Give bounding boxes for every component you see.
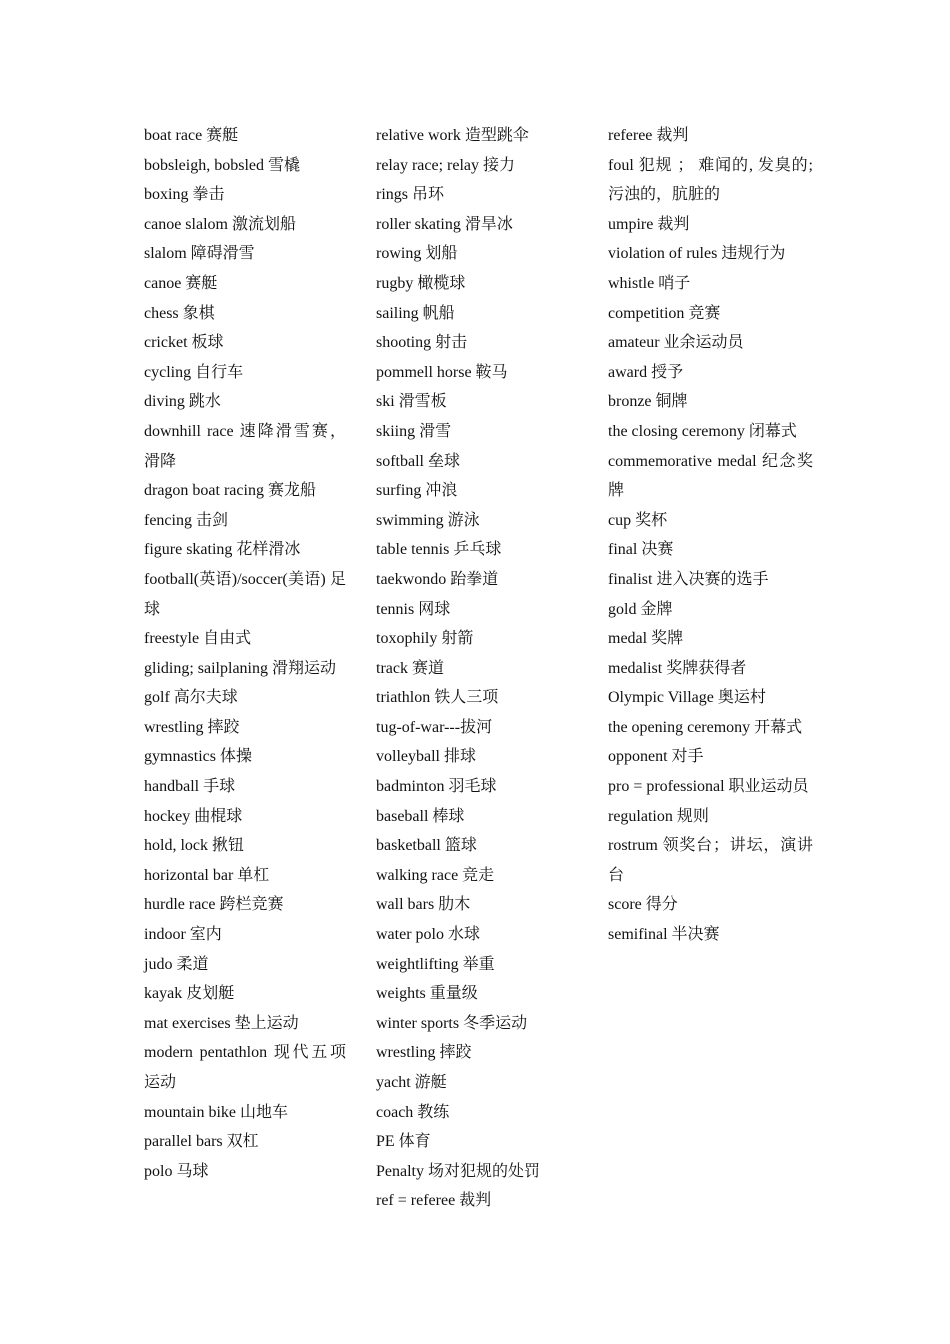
vocab-entry: bobsleigh, bobsled 雪橇 — [144, 156, 300, 174]
vocab-entry: volleyball 排球 — [376, 748, 476, 766]
vocab-entry: chess 象棋 — [144, 304, 215, 322]
vocab-entry: water polo 水球 — [376, 926, 480, 944]
vocab-entry: cycling 自行车 — [144, 363, 244, 381]
vocab-entry: gold 金牌 — [608, 600, 673, 618]
vocab-entry: indoor 室内 — [144, 926, 222, 944]
vocab-entry: score 得分 — [608, 896, 678, 914]
vocab-entry: final 决赛 — [608, 541, 674, 559]
vocab-entry: yacht 游艇 — [376, 1074, 447, 1091]
vocab-entry: regulation 规则 — [608, 807, 709, 825]
vocab-entry: relative work 造型跳伞 — [376, 127, 529, 144]
vocab-entry: hockey 曲棍球 — [144, 807, 243, 825]
vocab-entry: bronze 铜牌 — [608, 393, 688, 411]
vocab-entry: Olympic Village 奥运村 — [608, 689, 766, 707]
vocab-entry: skiing 滑雪 — [376, 422, 452, 440]
vocab-entry: the opening ceremony 开幕式 — [608, 718, 803, 736]
vocab-entry: baseball 棒球 — [376, 807, 465, 825]
vocab-entry: gliding; sailplaning 滑翔运动 — [144, 659, 336, 677]
vocab-entry: parallel bars 双杠 — [144, 1133, 259, 1151]
vocab-entry: the closing ceremony 闭幕式 — [608, 422, 797, 440]
vocab-entry: handball 手球 — [144, 778, 236, 796]
vocab-entry: semifinal 半决赛 — [608, 926, 720, 944]
vocab-column-1 — [144, 121, 346, 1186]
vocab-entry: tennis 网球 — [376, 600, 451, 618]
vocab-entry: taekwondo 跆拳道 — [376, 570, 499, 588]
vocab-entry: finalist 进入决赛的选手 — [608, 570, 769, 588]
vocab-entry: horizontal bar 单杠 — [144, 866, 270, 884]
vocab-entry: golf 高尔夫球 — [144, 689, 238, 707]
vocab-entry: wrestling 摔跤 — [144, 718, 240, 736]
vocab-entry: polo 马球 — [144, 1162, 209, 1180]
vocab-entry: competition 竞赛 — [608, 304, 721, 322]
vocab-entry: winter sports 冬季运动 — [376, 1014, 528, 1032]
vocab-entry: weightlifting 举重 — [376, 955, 495, 973]
vocab-entry: hurdle race 跨栏竞赛 — [144, 896, 284, 914]
vocab-entry: wrestling 摔跤 — [376, 1044, 472, 1062]
vocab-entry: track 赛道 — [376, 659, 444, 677]
vocab-entry: boat race 赛艇 — [144, 127, 239, 144]
vocab-entry: medalist 奖牌获得者 — [608, 659, 747, 677]
vocab-entry: violation of rules 违规行为 — [608, 245, 786, 263]
vocab-entry: commemorative medal 纪念奖牌 — [608, 452, 813, 500]
vocab-entry: gymnastics 体操 — [144, 748, 252, 766]
vocab-entry: downhill race 速降滑雪赛，滑降 — [144, 422, 346, 470]
vocab-entry: ski 滑雪板 — [376, 393, 447, 411]
vocab-entry: boxing 拳击 — [144, 186, 225, 204]
vocab-entry: badminton 羽毛球 — [376, 778, 497, 796]
vocab-entry: medal 奖牌 — [608, 630, 684, 648]
vocab-entry: canoe slalom 激流划船 — [144, 215, 296, 233]
vocab-entry: swimming 游泳 — [376, 511, 480, 529]
vocab-entry: rowing 划船 — [376, 245, 458, 263]
vocab-entry: triathlon 铁人三项 — [376, 689, 499, 707]
vocab-entry: sailing 帆船 — [376, 304, 455, 322]
vocab-entry: freestyle 自由式 — [144, 630, 252, 648]
vocab-entry: ref = referee 裁判 — [376, 1192, 492, 1210]
vocab-entry: football(英语)/soccer(美语) 足球 — [144, 570, 346, 618]
vocab-entry: shooting 射击 — [376, 334, 468, 352]
vocab-entry: pro = professional 职业运动员 — [608, 778, 809, 796]
vocab-entry: whistle 哨子 — [608, 274, 691, 292]
vocab-entry: coach 教练 — [376, 1103, 450, 1121]
vocab-entry: foul 犯规 ； 难闻的, 发臭的; 污浊的，肮脏的 — [608, 156, 813, 204]
vocab-entry: slalom 障碍滑雪 — [144, 245, 255, 263]
vocab-entry: canoe 赛艇 — [144, 274, 218, 292]
vocab-entry: dragon boat racing 赛龙船 — [144, 482, 316, 500]
vocab-entry: referee 裁判 — [608, 127, 689, 144]
vocab-entry: judo 柔道 — [144, 955, 209, 973]
vocab-entry: hold, lock 揪钮 — [144, 837, 244, 855]
vocab-entry: opponent 对手 — [608, 748, 704, 766]
vocab-entry: fencing 击剑 — [144, 511, 228, 529]
vocab-column-3 — [608, 121, 813, 950]
vocab-entry: diving 跳水 — [144, 393, 221, 411]
vocab-entry: award 授予 — [608, 363, 684, 381]
vocab-entry: weights 重量级 — [376, 985, 478, 1003]
vocab-entry: basketball 篮球 — [376, 837, 477, 855]
vocab-entry: wall bars 肋木 — [376, 896, 471, 914]
vocab-entry: toxophily 射箭 — [376, 630, 474, 648]
vocab-entry: Penalty 场对犯规的处罚 — [376, 1162, 540, 1180]
vocab-entry: tug-of-war---拔河 — [376, 718, 493, 736]
vocab-entry: softball 垒球 — [376, 452, 460, 470]
vocab-entry: kayak 皮划艇 — [144, 985, 235, 1003]
vocab-entry: amateur 业余运动员 — [608, 334, 744, 352]
vocab-entry: cup 奖杯 — [608, 511, 668, 529]
vocab-entry: walking race 竞走 — [376, 866, 495, 884]
vocab-entry: roller skating 滑旱冰 — [376, 215, 513, 233]
vocab-entry: table tennis 乒乓球 — [376, 541, 502, 559]
vocab-entry: mountain bike 山地车 — [144, 1103, 288, 1121]
vocab-entry: mat exercises 垫上运动 — [144, 1014, 299, 1032]
vocab-entry: rugby 橄榄球 — [376, 274, 466, 292]
vocab-column-2 — [376, 121, 556, 1216]
vocab-entry: umpire 裁判 — [608, 215, 690, 233]
vocab-entry: cricket 板球 — [144, 334, 224, 352]
vocab-entry: modern pentathlon 现代五项运动 — [144, 1044, 346, 1091]
vocab-entry: pommell horse 鞍马 — [376, 363, 508, 381]
vocab-entry: surfing 冲浪 — [376, 482, 458, 500]
vocab-entry: figure skating 花样滑冰 — [144, 541, 301, 559]
vocab-entry: rings 吊环 — [376, 186, 445, 204]
vocab-entry: rostrum 领奖台；讲坛，演讲台 — [608, 837, 813, 884]
vocab-entry: relay race; relay 接力 — [376, 156, 516, 174]
vocab-entry: PE 体育 — [376, 1133, 431, 1151]
